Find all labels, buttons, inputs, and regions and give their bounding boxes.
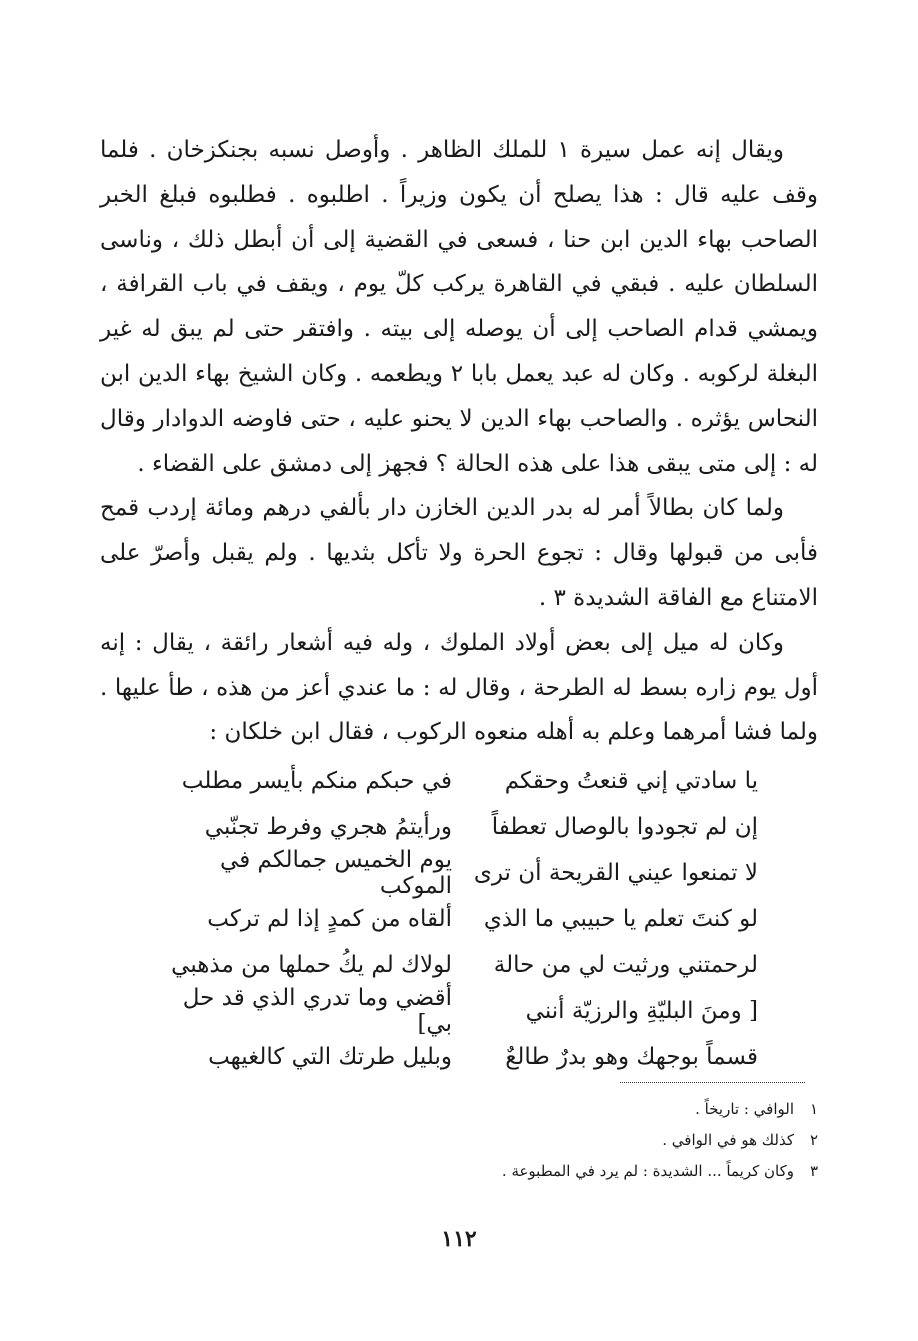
footnote bbox=[318, 1156, 818, 1187]
poem-verse bbox=[158, 758, 758, 804]
verse-second-hemistich: وبليل طرتك التي كالغيهب bbox=[208, 1044, 452, 1070]
footnote bbox=[318, 1125, 818, 1156]
verse-first-hemistich: لرحمتني ورثيت لي من حالة bbox=[493, 952, 758, 978]
footnote-number: ٢ bbox=[809, 1131, 818, 1149]
verse-first-hemistich: لو كنتَ تعلم يا حبيبي ما الذي bbox=[483, 906, 758, 932]
verse-second-hemistich: ألقاه من كمدٍ إذا لم تركب bbox=[207, 906, 452, 932]
paragraph-1: ويقال إنه عمل سيرة ١ للملك الظاهر . وأوصل نسبه بجنكزخان . فلما وقف عليه قال : هذا يصلح أن يكون وزيراً . اطلبوه . فطلبوه فبلغ الخبر الصاحب بهاء الدين ابن حنا ، فسعى في القضية إلى أن أبطل ذلك ، وناسى السلطان عليه . فبقي في القاهرة يركب كلّ يوم ، ويقف في باب القرافة ، ويمشي قدام الصاحب إلى أن يوصله إلى بيته . وافتقر حتى لم يبق له غير البغلة لركوبه . وكان له عبد يعمل بابا ٢ ويطعمه . وكان الشيخ بهاء الدين ابن النحاس يؤثره . والصاحب بهاء الدين لا يحنو عليه ، حتى فاوضه الدوادار وقال له : إلى متى يبقى هذا على هذه الحالة ؟ فجهز إلى دمشق على القضاء . bbox=[100, 137, 818, 477]
verse-first-hemistich: قسماً بوجهك وهو بدرٌ طالعٌ bbox=[505, 1044, 758, 1070]
verse-second-hemistich: أقضي وما تدري الذي قد حل بي] bbox=[182, 985, 452, 1037]
paragraph-3: وكان له ميل إلى بعض أولاد الملوك ، وله فيه أشعار رائقة ، يقال : إنه أول يوم زاره بسط له الطرحة ، وقال له : ما عندي أعز من هذه ، طأ عليها . ولما فشا أمرهما وعلم به أهله منعوه الركوب ، فقال ابن خلكان : bbox=[100, 629, 818, 746]
poem-verse bbox=[158, 896, 758, 942]
page-number: ١١٢ bbox=[441, 1226, 477, 1252]
footnote-text: الوافي : تاريخاً . bbox=[695, 1100, 794, 1118]
poem-verse bbox=[158, 942, 758, 988]
paragraph-2: ولما كان بطالاً أمر له بدر الدين الخازن دار بألفي درهم ومائة إردب قمح فأبى من قبولها وقال : تجوع الحرة ولا تأكل بثديها . ولم يقبل وأصرّ على الامتناع مع الفاقة الشديدة ٣ . bbox=[100, 495, 818, 611]
poem-verse bbox=[158, 804, 758, 850]
footnote-number: ١ bbox=[809, 1100, 818, 1118]
verse-first-hemistich: يا سادتي إني قنعتُ وحقكم bbox=[504, 768, 758, 794]
footnote-text: وكان كريماً ... الشديدة : لم يرد في المطبوعة . bbox=[501, 1162, 794, 1180]
footnote-text: كذلك هو في الوافي . bbox=[662, 1131, 794, 1149]
verse-first-hemistich: [ ومنَ البليّةِ والرزيّة أنني bbox=[525, 998, 758, 1024]
body-text bbox=[100, 128, 818, 755]
poem-verse bbox=[158, 1034, 758, 1080]
verse-second-hemistich: لولاك لم يكُ حملها من مذهبي bbox=[171, 952, 452, 978]
poem-verse bbox=[158, 985, 758, 1037]
verse-first-hemistich: لا تمنعوا عيني القريحة أن ترى bbox=[473, 860, 758, 886]
footnotes bbox=[318, 1094, 818, 1187]
footnote-divider bbox=[620, 1082, 805, 1083]
verse-first-hemistich: إن لم تجودوا بالوصال تعطفاً bbox=[491, 814, 758, 840]
verse-second-hemistich: ورأيتمُ هجري وفرط تجنّبي bbox=[204, 814, 452, 840]
footnote bbox=[318, 1094, 818, 1125]
footnote-number: ٣ bbox=[809, 1162, 818, 1180]
poem-verse bbox=[158, 847, 758, 899]
verse-second-hemistich: في حبكم منكم بأيسر مطلب bbox=[181, 768, 452, 794]
verse-second-hemistich: يوم الخميس جمالكم في الموكب bbox=[220, 847, 452, 899]
poem bbox=[158, 758, 758, 1080]
